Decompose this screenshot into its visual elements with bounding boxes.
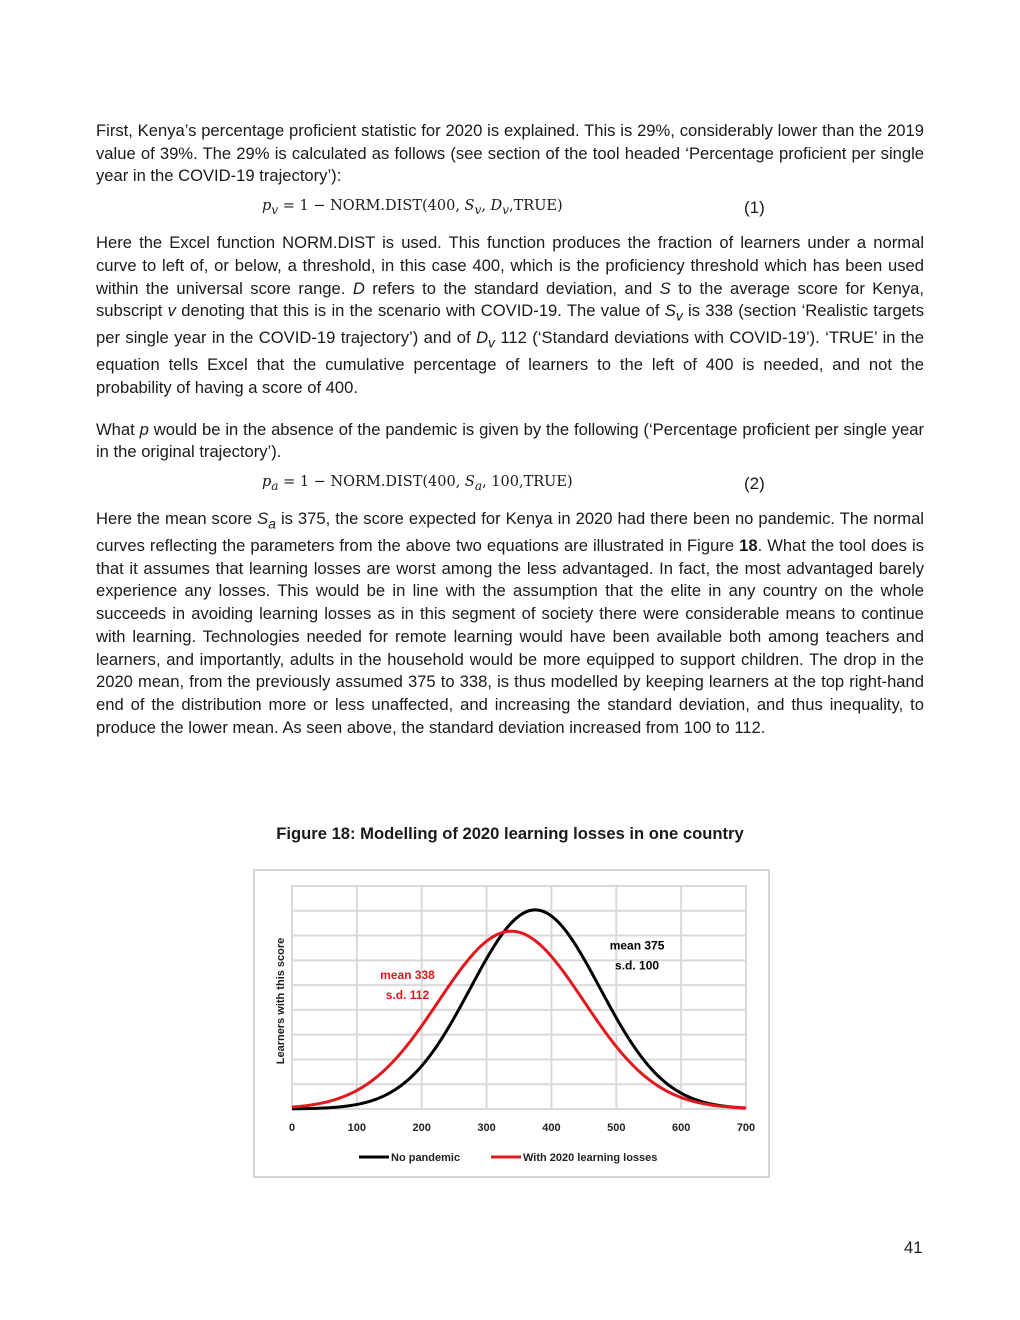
- annotation-label: mean 375: [609, 938, 665, 953]
- chart-grid: [292, 886, 746, 1109]
- x-axis-ticks: [289, 1122, 755, 1134]
- x-tick-label: 700: [736, 1122, 756, 1134]
- learning-losses-curve: [292, 931, 746, 1108]
- x-tick-label: 300: [477, 1122, 496, 1134]
- annotation-label: s.d. 100: [615, 958, 660, 973]
- chart-frame: [253, 869, 770, 1178]
- paragraph-2: Here the Excel function NORM.DIST is used. This function produces the fraction of learners under a normal curve to left of, or below, a threshold, in this case 400, which is the proficiency threshold which has been used within the universal score range. D refers to the standard deviation, and S to the average score for Kenya, subscript v denoting that this is in the scenario with COVID-19. The value of $S_v$ is 338 (section ‘Realistic targets per single year in the COVID-19 trajectory’) and of $D_v$ 112 (‘Standard deviations with COVID-19’). ‘TRUE’ in the equation tells Excel that the cumulative percentage of learners to the left of 400 is needed, and not the probability of having a score of 400.: [96, 233, 924, 397]
- annotation-label: mean 338: [380, 968, 435, 983]
- equation-1-formula: $p_v = 1$ − NORM.DIST(400, $S_v$, $D_v,TRUE$): [262, 198, 563, 217]
- x-tick-label: 200: [412, 1122, 431, 1134]
- chart-annotations: [380, 938, 665, 1002]
- x-tick-label: 100: [347, 1122, 367, 1134]
- annotation-label: s.d. 112: [385, 988, 430, 1003]
- x-tick-label: 600: [671, 1122, 691, 1134]
- equation-1-number: (1): [744, 198, 765, 218]
- legend-label: No pandemic: [391, 1152, 461, 1164]
- equation-2-formula: $p_a = 1$ − NORM.DIST(400, $S_a$, 100,TRUE): [262, 474, 573, 493]
- x-tick-label: 500: [607, 1122, 626, 1134]
- figure-title: Figure 18: Modelling of 2020 learning losses in one country: [276, 824, 744, 843]
- paragraph-4: Here the mean score $S_a$ is 375, the score expected for Kenya in 2020 had there been no pandemic. The normal curves reflecting the parameters from the above two equations are illustrated in Figure 18. What the tool does is that it assumes that learning losses are worst among the less advantaged. In fact, the most advantaged barely experience any losses. This would be in line with the assumption that the elite in any country on the whole succeeds in avoiding learning losses as in this segment of society there were considerable means to continue with learning. Technologies needed for remote learning would have been available both among teachers and learners, and importantly, adults in the household would be more equipped to support children. The drop in the 2020 mean, from the previously assumed 375 to 338, is thus modelled by keeping learners at the top right-hand end of the distribution more or less unaffected, and increasing the standard deviation, and thus inequality, to produce the lower mean. As seen above, the standard deviation increased from 100 to 112.: [96, 509, 924, 737]
- x-tick-label: 400: [542, 1122, 561, 1134]
- x-tick-label: 0: [288, 1122, 296, 1134]
- normal-curves-chart: [255, 871, 768, 1176]
- equation-2-number: (2): [744, 474, 765, 494]
- legend-label: With 2020 learning losses: [523, 1152, 658, 1164]
- plot-area: [292, 886, 746, 1109]
- chart-legend: [359, 1152, 657, 1164]
- paragraph-3: What p would be in the absence of the pandemic is given by the following (‘Percentage proficient per single year in the original trajectory’).: [96, 419, 924, 462]
- equation-1: [96, 188, 924, 232]
- page-number: 41: [904, 1238, 923, 1257]
- y-axis-label: Learners with this score: [275, 937, 287, 1065]
- paragraph-1: First, Kenya’s percentage proficient statistic for 2020 is explained. This is 29%, considerably lower than the 2019 value of 39%. The 29% is calculated as follows (see section of the tool headed ‘Percentage proficient per single year in the COVID-19 trajectory’):: [96, 121, 924, 186]
- page-body: [96, 120, 924, 739]
- equation-2: [96, 464, 924, 508]
